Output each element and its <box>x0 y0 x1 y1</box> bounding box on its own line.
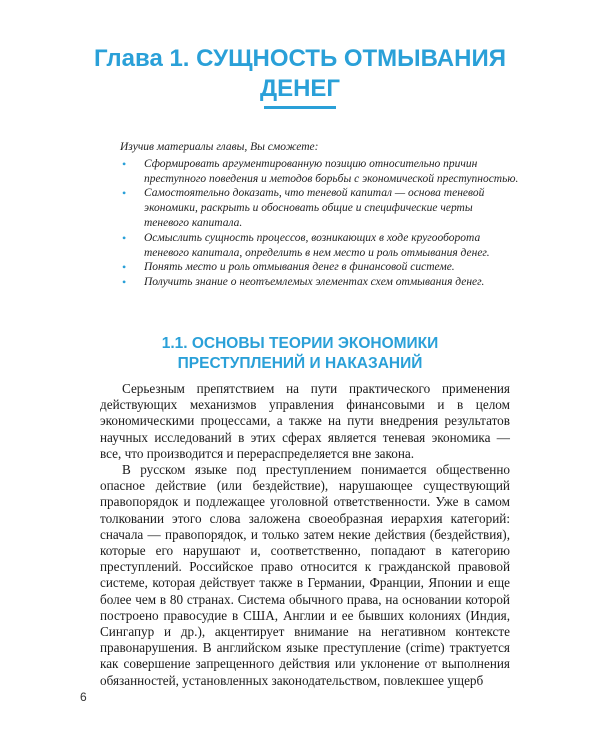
bullet-icon: • <box>122 260 127 275</box>
section-title: 1.1. ОСНОВЫ ТЕОРИИ ЭКОНОМИКИ ПРЕСТУПЛЕНИЙ И НАКАЗАНИЙ <box>161 335 439 372</box>
bullet-icon: • <box>122 275 127 290</box>
chapter-title: Глава 1. СУЩНОСТЬ ОТМЫВАНИЯ ДЕНЕГ <box>94 45 506 102</box>
objectives-intro: Изучив материалы главы, Вы сможете: <box>120 141 319 153</box>
title-underline <box>264 106 336 109</box>
objective-text: Сформировать аргументированную позицию относительно причин преступного поведения и методов борьбы с экономической преступностью. <box>144 157 519 185</box>
objective-text: Получить знание о неотъемлемых элементах схем отмывания денег. <box>144 276 485 289</box>
body-paragraph: В русском языке под преступлением понимается общественно опасное действие (или бездействие), нарушающее существующий правопорядок и подлежащее уголовной ответственности. Уже в самом толковании этого слова заложена своеобразная иерархия категорий: сначала — правопорядок, и только затем некие действия (бездействия), которые его нарушают и, соответственно, попадают в категорию преступлений. Российское право относится к гражданской правовой системе, которая действует также в Германии, Франции, Японии и еще более чем в 80 странах. Система обычного права, на основании которой построено правосудие в США, Англии и ее бывших колониях (Индия, Сингапур и др.), акцентирует внимание на негативном контексте правонарушения. В английском языке преступление (crime) трактуется как совершение запрещенного действия или уклонение от выполнения обязанностей, установленных законодательством, повлекшее ущерб <box>100 462 510 688</box>
objective-text: Понять место и роль отмывания денег в финансовой системе. <box>144 261 455 274</box>
objective-item <box>120 186 520 230</box>
body-text <box>100 381 510 689</box>
objective-item <box>120 231 520 261</box>
learning-objectives <box>120 140 520 290</box>
bullet-icon: • <box>122 156 127 171</box>
objective-item <box>120 260 520 275</box>
objective-item <box>120 157 520 187</box>
objectives-list <box>120 157 520 290</box>
objective-text: Осмыслить сущность процессов, возникающих в ходе кругооборота теневого капитала, определить в нем место и роль отмывания денег. <box>144 231 490 259</box>
bullet-icon: • <box>122 186 127 201</box>
objective-text: Самостоятельно доказать, что теневой капитал — основа теневой экономики, раскрыть и обосновать общие и специфические черты теневого капитала. <box>144 187 485 229</box>
objective-item <box>120 275 520 290</box>
bullet-icon: • <box>122 230 127 245</box>
body-paragraph: Серьезным препятствием на пути практического применения действующих механизмов управления финансовыми и в целом экономическими процессами, а также на пути внедрения результатов научных исследований в этих сферах является теневая экономика — все, что производится и перераспределяется вне закона. <box>100 381 510 461</box>
page-number: 6 <box>80 690 87 704</box>
